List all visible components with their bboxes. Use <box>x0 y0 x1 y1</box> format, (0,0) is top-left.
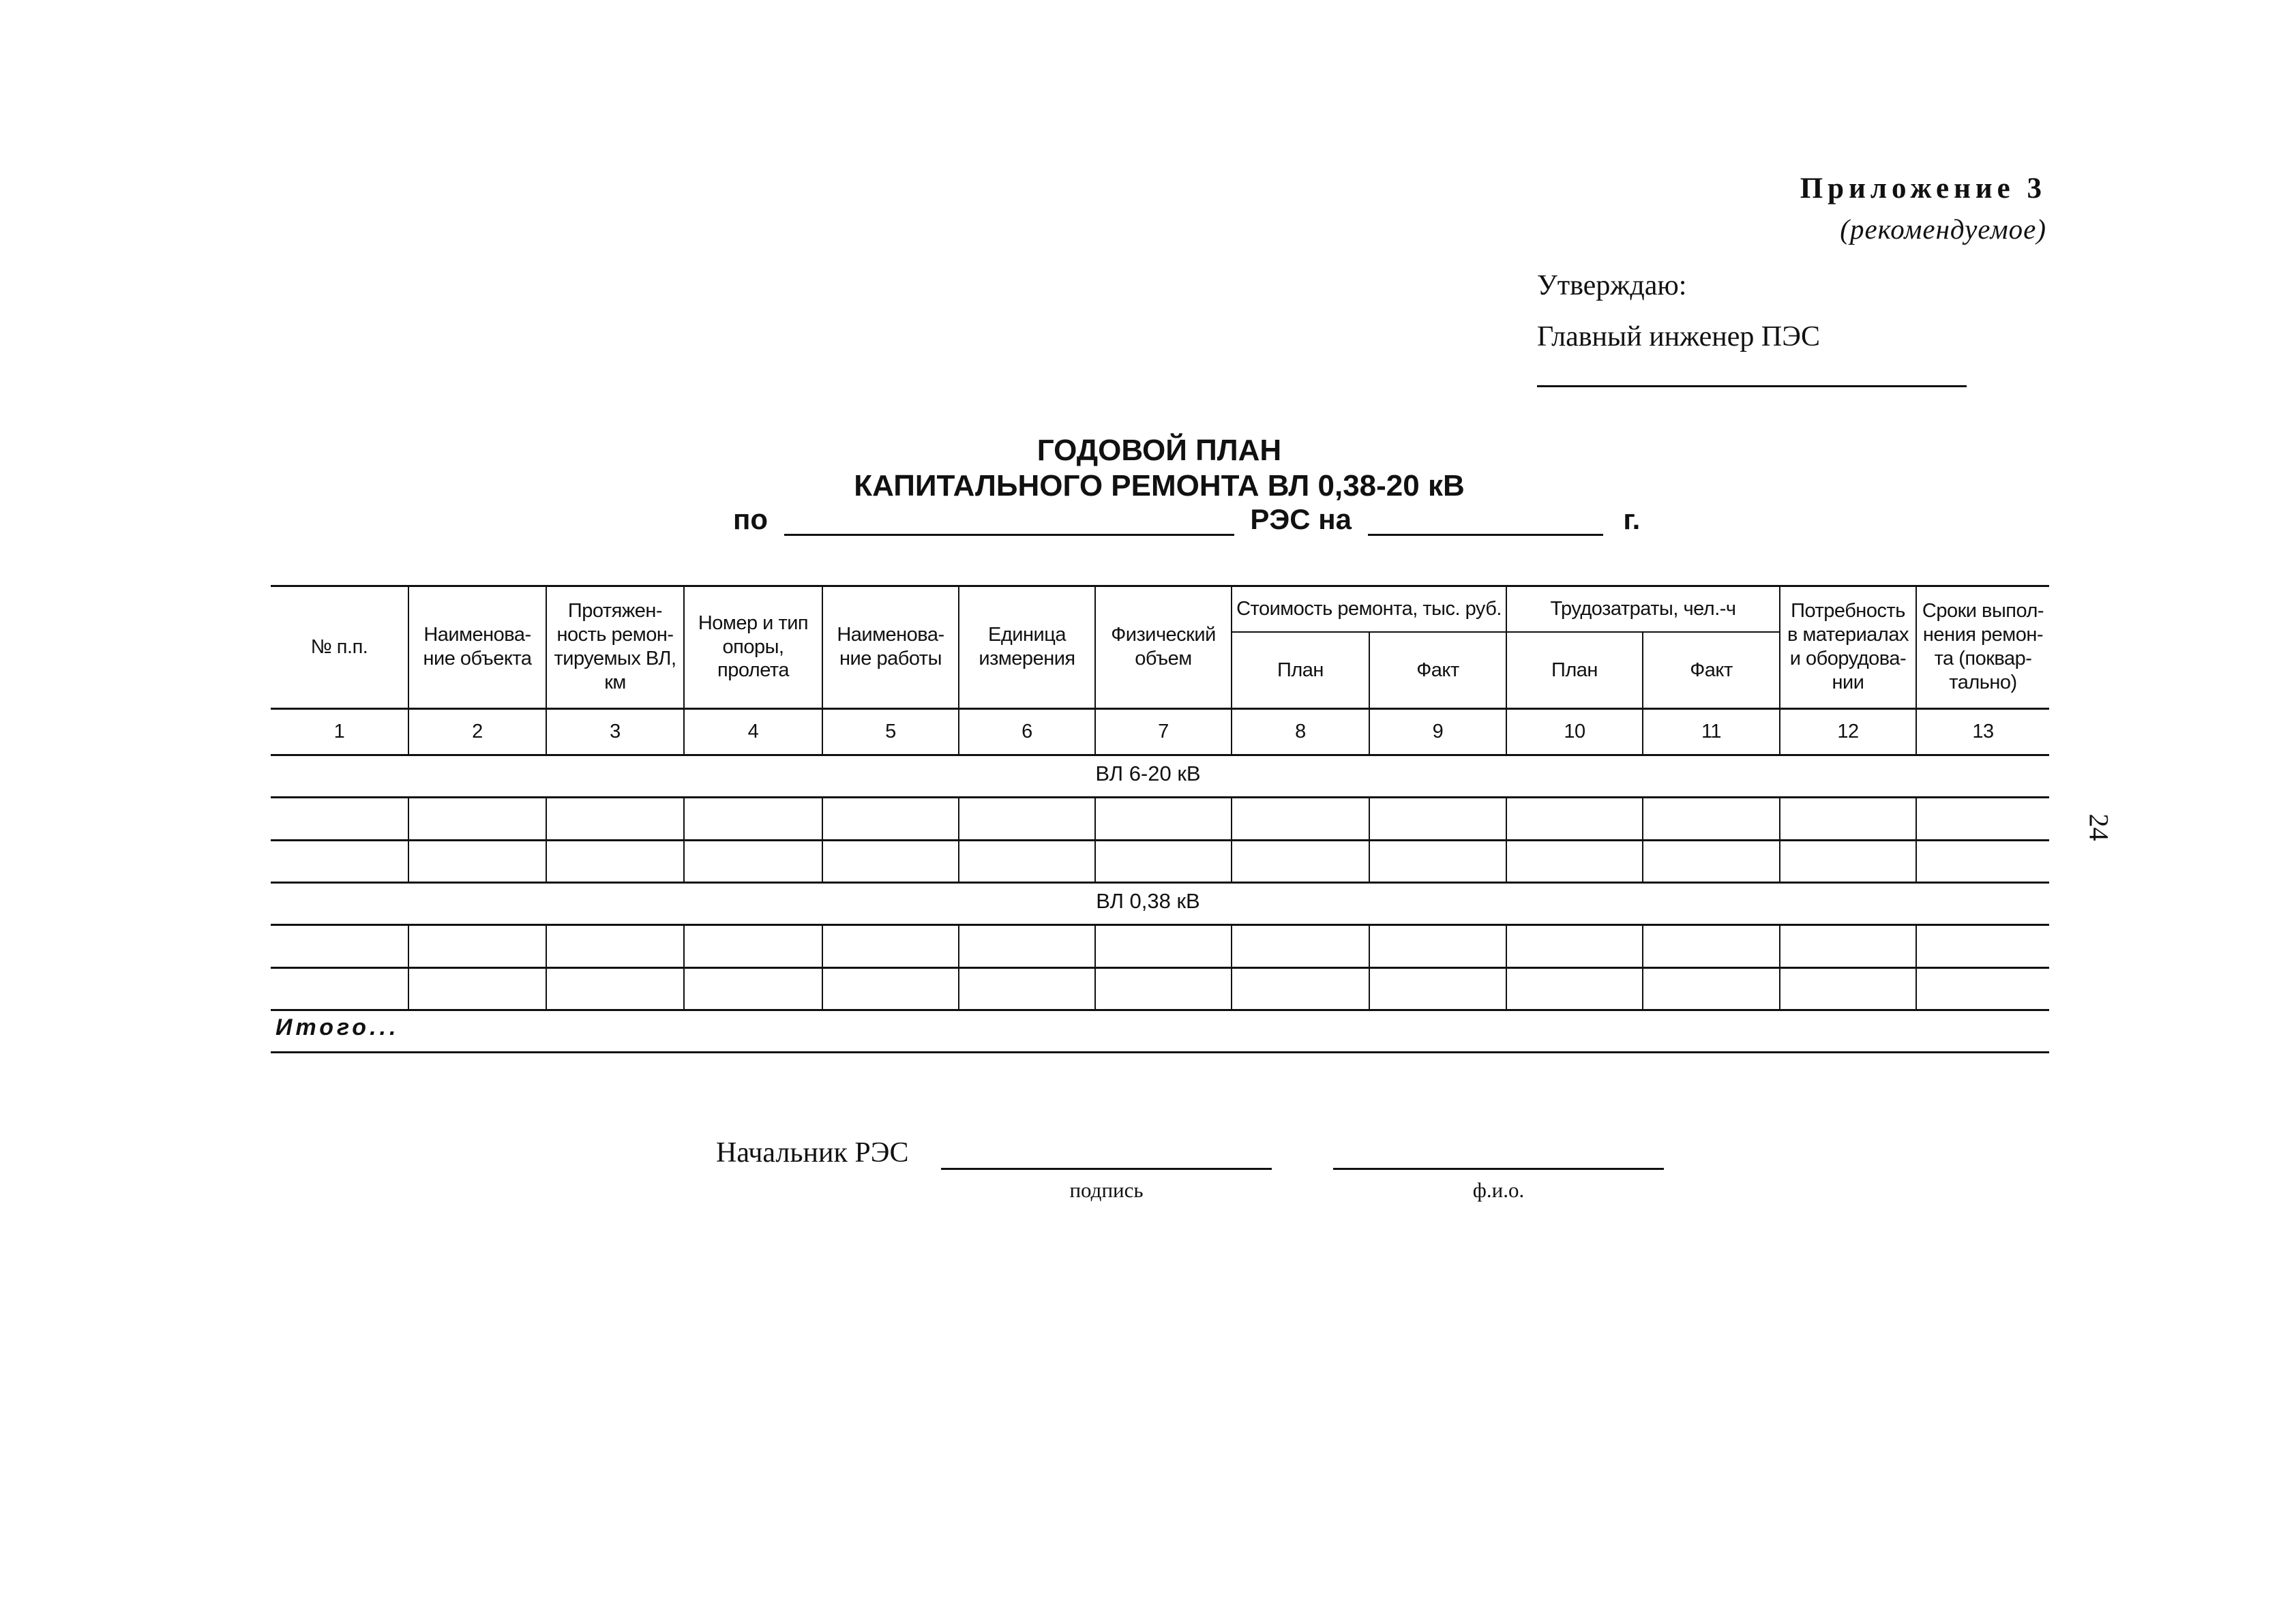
res-name-blank <box>784 507 1234 536</box>
column-number: 11 <box>1701 720 1722 742</box>
col-divider <box>1231 924 1232 1009</box>
signature-caption: подпись <box>1069 1178 1144 1202</box>
column-number: 12 <box>1837 720 1859 742</box>
header-length: Протяжен- ность ремон- тируемых ВЛ, км <box>554 600 676 693</box>
row-line <box>271 967 2049 969</box>
header-materials: Потребность в материалах и оборудова- нии <box>1787 600 1909 693</box>
header-cost: Стоимость ремонта, тыс. руб. <box>1236 597 1502 620</box>
header-unit: Единица измерения <box>979 624 1075 669</box>
col-divider <box>1915 796 1917 882</box>
col-divider <box>408 796 409 882</box>
column-number: 10 <box>1564 720 1585 742</box>
numbers-bottom-line <box>271 754 2049 756</box>
col-divider <box>822 924 823 1009</box>
res-on-label: РЭС на <box>1250 503 1352 535</box>
col-divider <box>1369 924 1370 1009</box>
column-number: 6 <box>1022 720 1032 742</box>
col-divider <box>1642 924 1643 1009</box>
col-divider <box>683 924 685 1009</box>
column-number: 7 <box>1158 720 1169 742</box>
by-label: по <box>733 503 769 535</box>
col-divider <box>546 924 547 1009</box>
col-divider <box>683 796 685 882</box>
row-line <box>271 839 2049 841</box>
name-caption: ф.и.о. <box>1472 1178 1525 1202</box>
column-number: 13 <box>1972 720 1994 742</box>
title-line-res <box>733 503 1640 536</box>
signature-line <box>941 1168 1272 1170</box>
header-labor: Трудозатраты, чел.-ч <box>1550 597 1736 620</box>
row-line <box>271 1009 2049 1011</box>
year-blank <box>1368 507 1603 536</box>
header-work-name: Наименова- ние работы <box>837 624 944 669</box>
header-num: № п.п. <box>310 635 368 658</box>
col-divider <box>1094 796 1096 882</box>
col-divider <box>1506 796 1507 882</box>
col-divider <box>958 924 959 1009</box>
col-divider <box>822 796 823 882</box>
column-number: 4 <box>747 720 759 742</box>
appendix-title: Приложение 3 <box>1800 172 2046 205</box>
header-labor-plan: План <box>1551 659 1598 681</box>
col-divider <box>1094 924 1096 1009</box>
section1-bottom-line <box>271 796 2049 798</box>
header-timing: Сроки выпол- нения ремон- та (поквар- тально) <box>1922 600 2044 693</box>
col-divider <box>1779 796 1780 882</box>
col-divider <box>1915 924 1917 1009</box>
column-number: 2 <box>472 720 483 742</box>
column-number: 3 <box>610 720 621 742</box>
header-cost-plan: План <box>1277 659 1324 681</box>
approval-label: Утверждаю: <box>1537 270 1687 301</box>
col-divider <box>1369 796 1370 882</box>
head-of-res-label: Начальник РЭС <box>716 1137 909 1169</box>
section-label-6-20kv: ВЛ 6-20 кВ <box>1095 762 1201 785</box>
section2-bottom-line <box>271 924 2049 926</box>
header-object-name: Наименова- ние объекта <box>423 624 532 669</box>
col-divider <box>408 924 409 1009</box>
name-line <box>1333 1168 1664 1170</box>
header-volume: Физический объем <box>1111 624 1216 669</box>
column-number: 9 <box>1432 720 1444 742</box>
document-subtitle: КАПИТАЛЬНОГО РЕМОНТА ВЛ 0,38-20 кВ <box>854 469 1465 502</box>
col-divider <box>958 796 959 882</box>
year-label: г. <box>1623 503 1641 535</box>
header-pole: Номер и тип опоры, пролета <box>698 612 809 682</box>
header-cost-fact: Факт <box>1416 659 1459 681</box>
column-number: 8 <box>1295 720 1306 742</box>
col-divider <box>1231 796 1232 882</box>
col-divider <box>546 796 547 882</box>
approver-signature-line <box>1537 385 1967 387</box>
col-divider <box>1642 796 1643 882</box>
col-divider <box>1506 924 1507 1009</box>
header-labor-fact: Факт <box>1690 659 1733 681</box>
page-number: 24 <box>2083 813 2115 841</box>
row-line <box>271 882 2049 884</box>
document-title: ГОДОВОЙ ПЛАН <box>1037 434 1282 467</box>
appendix-note: (рекомендуемое) <box>1840 213 2046 245</box>
section-label-0-38kv: ВЛ 0,38 кВ <box>1096 889 1200 913</box>
table-border-bottom <box>271 1051 2049 1053</box>
column-number: 1 <box>333 720 345 742</box>
approver-position: Главный инженер ПЭС <box>1537 321 1820 352</box>
column-number: 5 <box>885 720 896 742</box>
col-divider <box>1779 924 1780 1009</box>
total-label: Итого... <box>275 1014 400 1040</box>
